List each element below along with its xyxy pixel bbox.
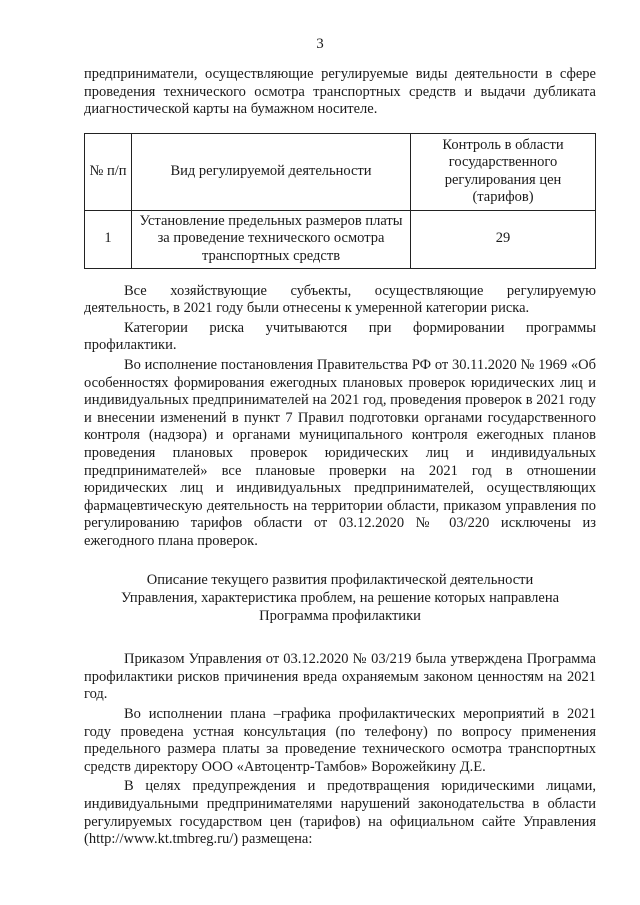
heading-line-1: Описание текущего развития профилактической деятельности <box>146 572 534 589</box>
intro-paragraph: предприниматели, осуществляющие регулируемые виды деятельности в сфере проведения технического осмотра транспортных средств и выдачи дубликата диагностической карты на бумажном носителе. <box>84 66 596 118</box>
page-number: 3 <box>316 36 324 52</box>
paragraph-risk-program: Категории риска учитываются при формировании программы профилактики. <box>84 319 596 354</box>
table-header-number: № п/п <box>85 133 132 210</box>
paragraph-resolution: Во исполнение постановления Правительства РФ от 30.11.2020 № 1969 «Об особенностях формирования ежегодных плановых проверок юридических лиц и индивидуальных предпринимателей на 2021 год, проведения проверок в 2021 году и внесении изменений в пункт 7 Правил подготовки органами государственного контроля (надзора) и органами муниципального контроля ежегодных планов проведения плановых проверок юридических лиц и индивидуальных предпринимателей» все плановые проверки на 2021 год в отношении юридических лиц и индивидуальных предпринимателей, осуществляющих фармацевтическую деятельность на территории области, приказом управления по регулированию тарифов области от 03.12.2020 № 03/220 исключены из ежегодного плана проверок. <box>84 356 596 549</box>
paragraph-risk-category: Все хозяйствующие субъекты, осуществляющие регулируемую деятельность, в 2021 году были отнесены к умеренной категории риска. <box>84 282 596 317</box>
table-cell-activity: Установление предельных размеров платы за проведение технического осмотра транспортных средств <box>132 210 411 268</box>
paragraph-prevention: В целях предупреждения и предотвращения юридическими лицами, индивидуальными предпринимателями нарушений законодательства в области регулируемых государством цен (тарифов) на официальном сайте Управления (http://www.kt.tmbreg.ru/) размещена: <box>84 778 596 848</box>
paragraph-order: Приказом Управления от 03.12.2020 № 03/219 была утверждена Программа профилактики рисков причинения вреда охраняемым законом ценностям на 2021 год. <box>84 651 596 703</box>
table-row <box>85 210 596 268</box>
table-cell-control: 29 <box>411 210 596 268</box>
section-heading <box>84 572 596 625</box>
table-header-control: Контроль в области государственного регулирования цен (тарифов) <box>411 133 596 210</box>
regulated-activity-table <box>84 133 596 269</box>
table-cell-number: 1 <box>85 210 132 268</box>
table-header-row <box>85 133 596 210</box>
table-header-activity: Вид регулируемой деятельности <box>132 133 411 210</box>
heading-line-2: Управления, характеристика проблем, на решение которых направлена <box>120 590 560 607</box>
page-content <box>84 66 596 849</box>
paragraph-consultation: Во исполнении плана –графика профилактических мероприятий в 2021 году проведена устная консультация (по телефону) по вопросу применения предельного размера платы за проведение технического осмотра транспортных средств директору ООО «Автоцентр-Тамбов» Ворожейкину Д.Е. <box>84 706 596 775</box>
heading-line-3: Программа профилактики <box>259 607 421 624</box>
